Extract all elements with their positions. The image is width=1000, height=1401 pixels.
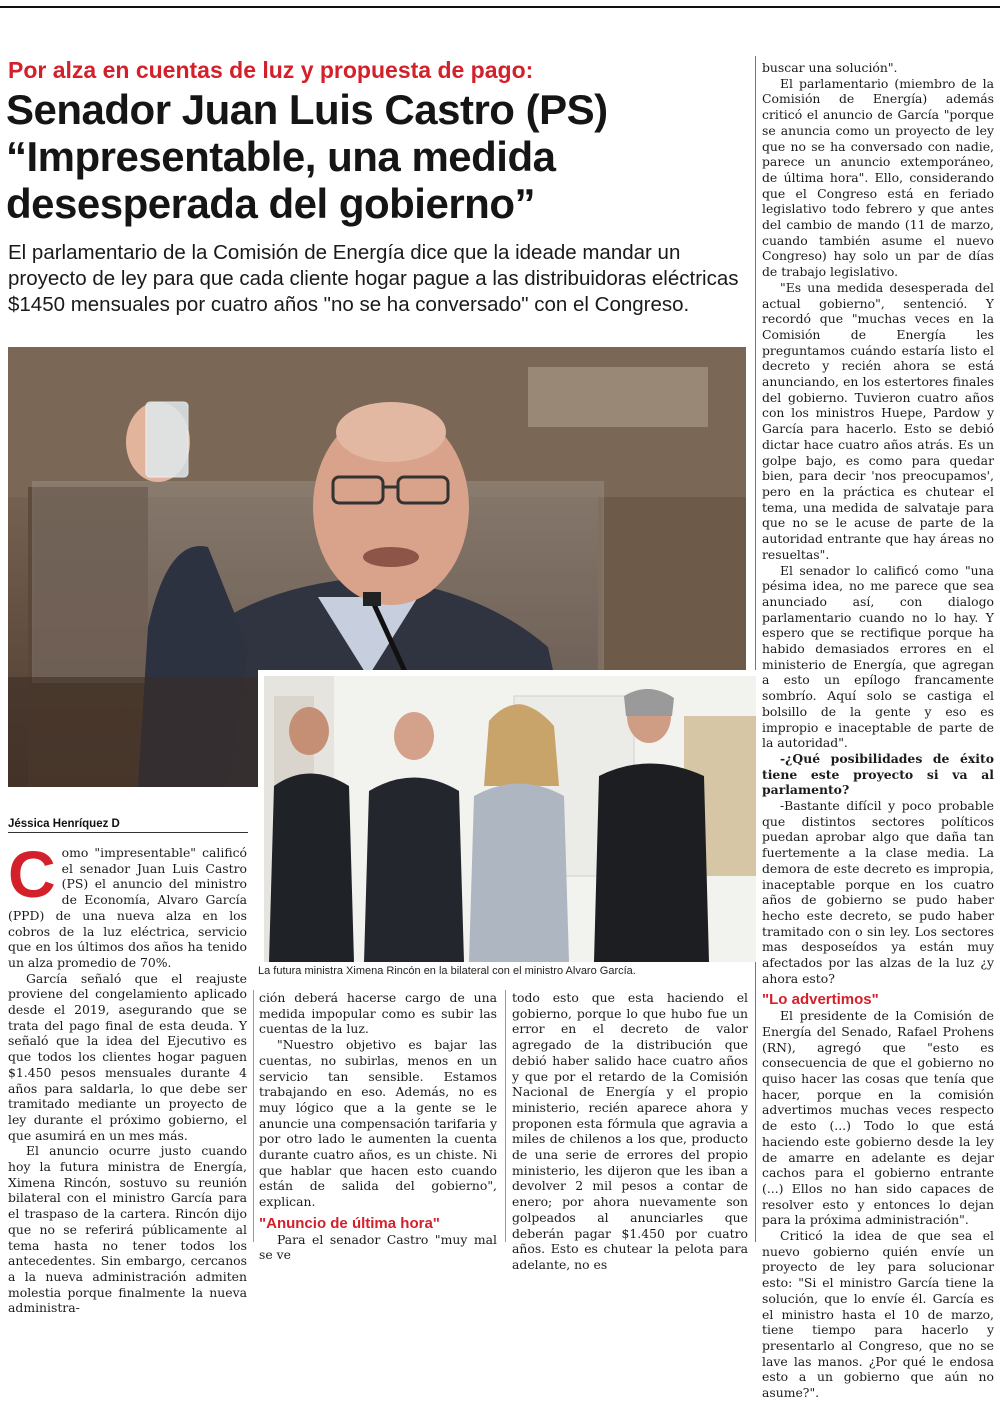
- bilateral-meeting-photo-illustration: [264, 676, 756, 962]
- interview-question: -¿Qué posibilidades de éxito tiene este proyecto si va al parlamento?: [762, 750, 994, 798]
- column-divider: [755, 56, 756, 1242]
- article-column-4: [762, 60, 994, 1401]
- column-divider: [505, 990, 506, 1242]
- drop-cap: C: [8, 837, 56, 911]
- byline: Jéssica Henríquez D: [8, 818, 120, 830]
- headline-line: “Impresentable, una medida: [6, 133, 556, 180]
- article-column-1: [8, 837, 247, 1316]
- paragraph: El parlamentario (miembro de la Comisión de Energía) además criticó el anuncio de García "porque se anuncia como un proyecto de ley que no se ha conversado con nadie, parece un anuncio extemporáneo, de última hora". Ello, considerando que el Congreso está en feriado legislativo todo febrero y que antes del cambio de mando (11 de marzo, cuando también asume el nuevo Congreso) hay solo un par de días de trabajo legislativo.: [762, 75, 994, 280]
- top-rule: [0, 0, 1000, 8]
- paragraph: García señaló que el reajuste proviene del congelamiento aplicado desde el 2019, asegurando que se trata del pago final de esta deuda. Y señaló que la idea del Ejecutivo es que todos los clientes hogar paguen $1.450 pesos mensuales durante 4 años para saldarla, lo que debe ser tramitado mediante un proyecto de ley durante el próximo gobierno, el que asumirá en un mes más.: [8, 970, 247, 1143]
- article-column-2: [259, 990, 497, 1263]
- headline-line: desesperada del gobierno”: [6, 180, 535, 227]
- section-subhead: "Anuncio de última hora": [259, 1214, 440, 1232]
- photo-caption: La futura ministra Ximena Rincón en la bilateral con el ministro Alvaro García.: [258, 965, 636, 977]
- byline-rule: [8, 832, 248, 833]
- paragraph: ción deberá hacerse cargo de una medida impopular como es subir las cuentas de la luz.: [259, 990, 497, 1037]
- paragraph: El presidente de la Comisión de Energía del Senado, Rafael Prohens (RN), agregó que "esto es consecuencia de que el gobierno no quiso hacer las cosas que tenía que hacer, porque en la comisión advertimos muchas veces respecto de esto (...) Todo lo que está haciendo este gobierno desde la ley de amarre en adelante es dejar cachos para el gobierno entrante (...) Ellos no han sido capaces de resolver esto y entonces lo dejan para la próxima administración".: [762, 1008, 994, 1228]
- section-subhead: "Lo advertimos": [762, 991, 879, 1009]
- paragraph: Para el senador Castro "muy mal se ve: [259, 1231, 497, 1263]
- inset-photo: [258, 670, 756, 962]
- article-dek: El parlamentario de la Comisión de Energía dice que la ideade mandar un proyecto de ley para que cada cliente hogar pague a las distribuidoras eléctricas $1450 mensuales por cuatro años "no se ha conversado" con el Congreso.: [8, 241, 739, 316]
- paragraph: El senador lo calificó como "una pésima idea, no me parece que sea anunciado así, con dialogo parlamentario cuando no lo hay. Y espero que se rectifique porque ha habido demasiados errores en el ministerio de Energía, que agregan a esto un epílogo francamente sombrío. Aquí solo se castiga el bolsillo de la gente y eso es impropio e inaceptable de parte de la autoridad".: [762, 562, 994, 751]
- paragraph: "Nuestro objetivo es bajar las cuentas, no subirlas, menos en un servicio tan sensible. Estamos trabajando en eso. Además, no es muy lógico que a la gente se le anuncie una compensación tarifaria y por otro lado le aumenten la cuenta durante cuatro años, es un chiste. Ni que hablar que hacen esto cuando están de salida del gobierno", explican.: [259, 1037, 497, 1210]
- paragraph: todo esto que esta haciendo el gobierno, porque lo que hubo fue un error en el decreto de valor agregado de la distribución que debió haber salido hace cuatro años y que por el retardo de la Comisión Nacional de Energía y el propio ministerio, recién aparece ahora y proponen esta fórmula que agravia a miles de chilenos a los que, producto de una serie de errores del propio ministerio, les dijeron que les iban a devolver 2 mil pesos a contar de enero; por ahora nuevamente son golpeados al anunciarles que deberán pagar $1.450 por cuatro años. Esto es chutear la pelota para adelante, no es: [512, 990, 748, 1272]
- column-divider: [253, 990, 254, 1242]
- paragraph-text: omo "impresentable" calificó el senador Juan Luis Castro (PS) el anuncio del ministro de Economía, Alvaro García (PPD) de una nueva alza en los cobros de la luz eléctrica, servicio que en los últimos dos años ha tenido un alza promedio de 70%.: [8, 845, 247, 970]
- article-column-3: [512, 990, 748, 1273]
- paragraph: [8, 837, 247, 971]
- article-headline: [6, 86, 751, 227]
- paragraph: El anuncio ocurre justo cuando hoy la futura ministra de Energía, Ximena Rincón, sostuvo su reunión bilateral con el ministro García para el traspaso de la cartera. Rincón dijo que no se referirá públicamente al tema hasta no tener todos los antecedentes. Sin embargo, cercanos a la nueva administración admiten molestia porque finalmente la nueva administra-: [8, 1143, 247, 1316]
- paragraph: buscar una solución".: [762, 60, 898, 75]
- paragraph: Criticó la idea de que sea el nuevo gobierno quién envíe un proyecto de ley para solucionar esto: "Si el ministro García tiene la solución, que lo envíe él. García es el ministro hasta el 10 de marzo, tiene tiempo para hacerlo y presentarlo al Congreso, que no se lave las manos. ¿Por qué le endosa esto a un gobierno que aún no asume?".: [762, 1228, 994, 1401]
- paragraph: -Bastante difícil y poco probable que distintos sectores políticos puedan aprobar algo que daña tan fuertemente a la clase media. La demora de este decreto es impropia, inaceptable porque en los cuatro años de gobierno se pudo haber hecho este decreto, se pudo haber tramitado con o sin ley. Los sectores mas desposeídos ya están muy afectados por las alzas de la luz ¿y ahora esto?: [762, 798, 994, 986]
- article-kicker: Por alza en cuentas de luz y propuesta de pago:: [8, 57, 534, 83]
- headline-line: Senador Juan Luis Castro (PS): [6, 86, 608, 133]
- paragraph: "Es una medida desesperada del actual gobierno", sentenció. Y recordó que "muchas veces en la Comisión de Energía les preguntamos cuándo estaría listo el decreto y recién ahora se está anunciando, en los estertores finales del gobierno. Tuvieron cuatro años con los ministros Huepe, Pardow y García para hacerlo. Esto se debió dictar hace cuatro años atrás. Es un golpe bajo, es como para quedar bien, para decir 'nos preocupamos', pero en la práctica es chutear el tema, una medida de salvataje para que no se le acuse de parte de la autoridad entrante que hay áreas no resueltas".: [762, 279, 994, 562]
